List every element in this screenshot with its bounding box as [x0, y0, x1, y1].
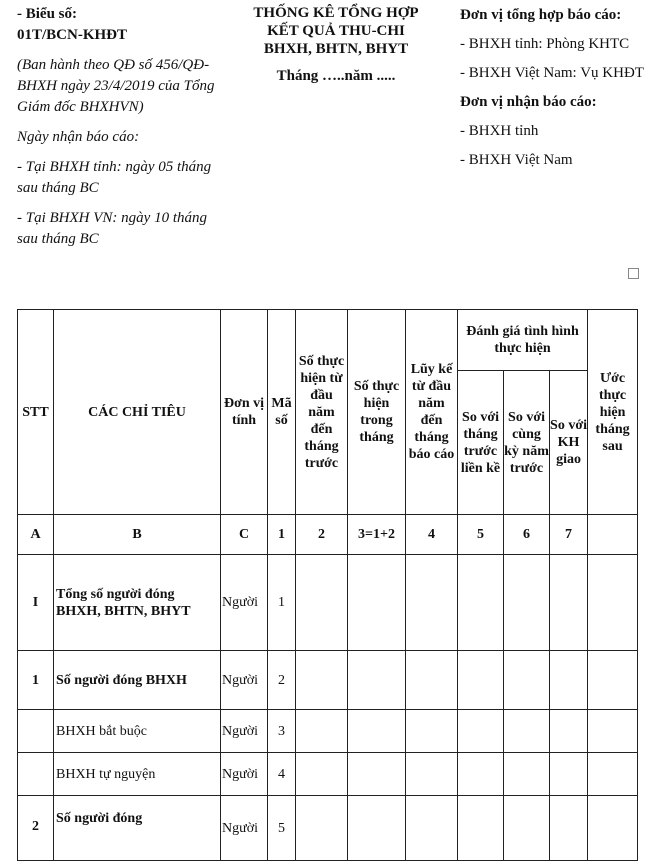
- value-cell[interactable]: [296, 753, 348, 796]
- value-cell[interactable]: [458, 710, 504, 753]
- row-unit: Người: [221, 710, 268, 753]
- table-row: [18, 555, 638, 651]
- row-indicator: Số người đóng BHXH: [54, 651, 221, 710]
- paragraph-mark-icon: [628, 268, 639, 279]
- row-stt: [18, 710, 54, 753]
- value-cell[interactable]: [458, 796, 504, 861]
- row-stt: 2: [18, 796, 54, 861]
- title-line-2: KẾT QUẢ THU-CHI: [267, 23, 405, 39]
- header-unit: Đơn vị tính: [221, 310, 268, 515]
- value-cell[interactable]: [504, 796, 550, 861]
- index-cell: C: [221, 515, 268, 555]
- value-cell[interactable]: [406, 710, 458, 753]
- value-cell[interactable]: [588, 651, 638, 710]
- header-cumulative: Lũy kế từ đầu năm đến tháng báo cáo: [406, 310, 458, 515]
- value-cell[interactable]: [588, 555, 638, 651]
- value-cell[interactable]: [348, 555, 406, 651]
- header-vs-last-year: So với cùng kỳ năm trước: [504, 371, 550, 515]
- index-cell: B: [54, 515, 221, 555]
- value-cell[interactable]: [458, 651, 504, 710]
- table-header-row: [18, 310, 638, 371]
- value-cell[interactable]: [588, 710, 638, 753]
- value-cell[interactable]: [504, 651, 550, 710]
- report-period: Tháng …..năm .....: [276, 68, 396, 84]
- index-cell: 5: [458, 515, 504, 555]
- value-cell[interactable]: [296, 651, 348, 710]
- statistics-table: [17, 309, 638, 861]
- header-code: Mã số: [268, 310, 296, 515]
- value-cell[interactable]: [348, 651, 406, 710]
- index-cell: 7: [550, 515, 588, 555]
- receiver-vn: - BHXH Việt Nam: [460, 152, 573, 168]
- value-cell[interactable]: [348, 796, 406, 861]
- value-cell[interactable]: [504, 753, 550, 796]
- receive-province: - Tại BHXH tỉnh: ngày 05 tháng sau tháng BC: [17, 159, 212, 196]
- form-label: - Biểu số:: [17, 6, 77, 22]
- title-line-3: BHXH, BHTN, BHYT: [263, 41, 409, 57]
- index-cell: 2: [296, 515, 348, 555]
- header-right: [460, 4, 645, 171]
- value-cell[interactable]: [550, 796, 588, 861]
- value-cell[interactable]: [550, 710, 588, 753]
- header-vs-plan: So với KH giao: [550, 371, 588, 515]
- value-cell[interactable]: [550, 651, 588, 710]
- table-row: [18, 796, 638, 861]
- value-cell[interactable]: [348, 710, 406, 753]
- value-cell[interactable]: [406, 651, 458, 710]
- row-code: 3: [268, 710, 296, 753]
- value-cell[interactable]: [406, 555, 458, 651]
- header-stt: STT: [18, 310, 54, 515]
- receive-date-label: Ngày nhận báo cáo:: [17, 129, 140, 145]
- row-stt: I: [18, 555, 54, 651]
- value-cell[interactable]: [504, 555, 550, 651]
- row-code: 4: [268, 753, 296, 796]
- compiler-label: Đơn vị tổng hợp báo cáo:: [460, 7, 622, 23]
- title-line-1: THỐNG KÊ TỔNG HỢP: [253, 5, 419, 21]
- value-cell[interactable]: [550, 753, 588, 796]
- value-cell[interactable]: [406, 753, 458, 796]
- row-indicator: Tổng số người đóng BHXH, BHTN, BHYT: [54, 555, 221, 651]
- receiver-label: Đơn vị nhận báo cáo:: [460, 94, 597, 110]
- row-stt: 1: [18, 651, 54, 710]
- header-prior-months: Số thực hiện từ đầu năm đến tháng trước: [296, 310, 348, 515]
- header-next-month-estimate: Ước thực hiện tháng sau: [588, 310, 638, 515]
- row-unit: Người: [221, 651, 268, 710]
- header-left: [17, 4, 227, 250]
- table-row: [18, 753, 638, 796]
- form-code: 01T/BCN-KHĐT: [17, 27, 128, 43]
- row-code: 1: [268, 555, 296, 651]
- header-vs-prev-month: So với tháng trước liền kề: [458, 371, 504, 515]
- index-cell: A: [18, 515, 54, 555]
- row-indicator: BHXH tự nguyện: [54, 753, 221, 796]
- table-row: [18, 651, 638, 710]
- index-cell: 6: [504, 515, 550, 555]
- value-cell[interactable]: [296, 710, 348, 753]
- value-cell[interactable]: [458, 753, 504, 796]
- header-indicators: CÁC CHỈ TIÊU: [54, 310, 221, 515]
- value-cell[interactable]: [296, 555, 348, 651]
- receiver-province: - BHXH tỉnh: [460, 123, 539, 139]
- row-unit: Người: [221, 753, 268, 796]
- value-cell[interactable]: [588, 796, 638, 861]
- report-title: [236, 4, 436, 85]
- value-cell[interactable]: [504, 710, 550, 753]
- column-index-row: [18, 515, 638, 555]
- value-cell[interactable]: [588, 753, 638, 796]
- row-code: 2: [268, 651, 296, 710]
- index-cell: 3=1+2: [348, 515, 406, 555]
- index-cell: [588, 515, 638, 555]
- row-stt: [18, 753, 54, 796]
- value-cell[interactable]: [406, 796, 458, 861]
- value-cell[interactable]: [348, 753, 406, 796]
- row-code: 5: [268, 796, 296, 861]
- receive-vn: - Tại BHXH VN: ngày 10 tháng sau tháng BC: [17, 210, 207, 247]
- issued-by: (Ban hành theo QĐ số 456/QĐ-BHXH ngày 23/4/2019 của Tổng Giám đốc BHXHVN): [17, 57, 215, 115]
- header-assessment: Đánh giá tình hình thực hiện: [458, 310, 588, 371]
- compiler-province: - BHXH tỉnh: Phòng KHTC: [460, 36, 630, 52]
- row-indicator: Số người đóng: [54, 796, 221, 861]
- row-indicator: BHXH bắt buộc: [54, 710, 221, 753]
- index-cell: 4: [406, 515, 458, 555]
- row-unit: Người: [221, 796, 268, 861]
- value-cell[interactable]: [296, 796, 348, 861]
- row-unit: Người: [221, 555, 268, 651]
- header-this-month: Số thực hiện trong tháng: [348, 310, 406, 515]
- table-row: [18, 710, 638, 753]
- index-cell: 1: [268, 515, 296, 555]
- value-cell[interactable]: [550, 555, 588, 651]
- compiler-vn: - BHXH Việt Nam: Vụ KHĐT: [460, 65, 644, 81]
- value-cell[interactable]: [458, 555, 504, 651]
